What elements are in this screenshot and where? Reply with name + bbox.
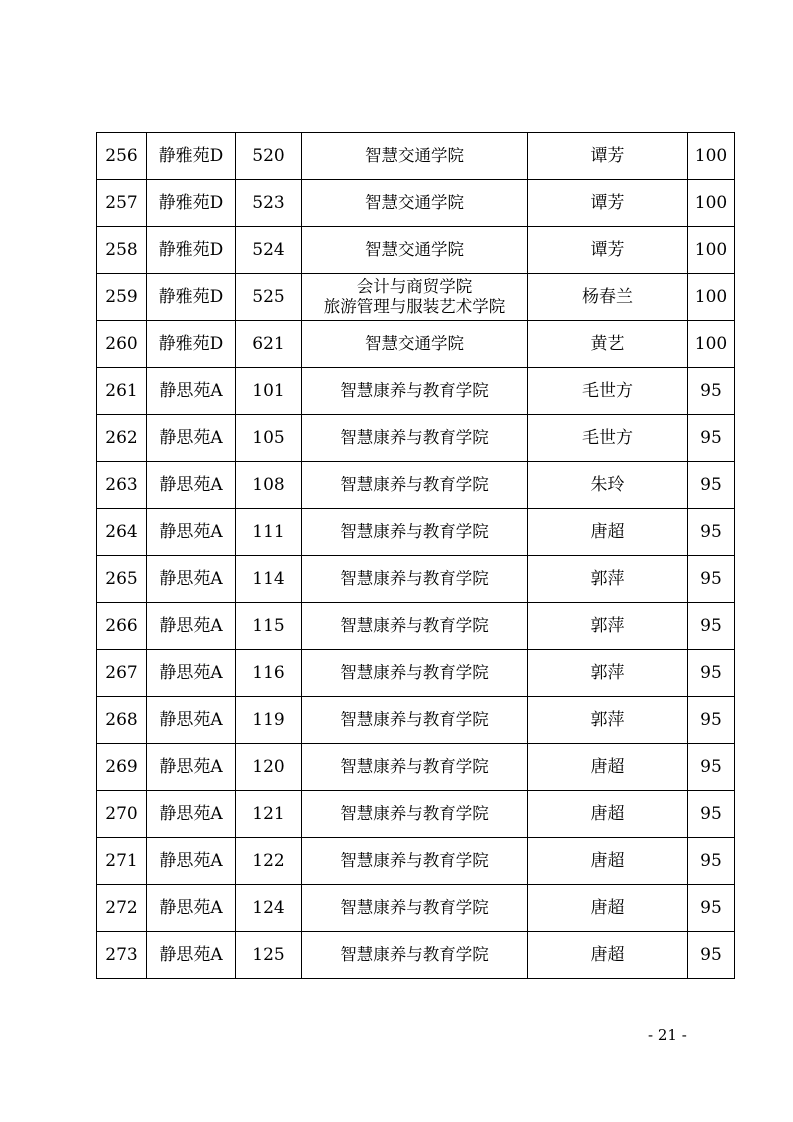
- table-body: [97, 133, 735, 979]
- row-number-cell: 263: [97, 462, 147, 509]
- score-cell: 95: [688, 462, 735, 509]
- table-row: [97, 133, 735, 180]
- score-cell: 95: [688, 791, 735, 838]
- college-cell: [302, 744, 528, 791]
- table-row: [97, 556, 735, 603]
- row-number-cell: 265: [97, 556, 147, 603]
- row-number-cell: 273: [97, 932, 147, 979]
- room-number-cell: 121: [236, 791, 302, 838]
- responsible-person-cell: 唐超: [528, 838, 688, 885]
- score-cell: 95: [688, 368, 735, 415]
- score-cell: 95: [688, 885, 735, 932]
- table-row: [97, 415, 735, 462]
- room-number-cell: 108: [236, 462, 302, 509]
- college-cell: [302, 462, 528, 509]
- college-name: 智慧康养与教育学院: [340, 616, 489, 635]
- responsible-person-cell: 唐超: [528, 791, 688, 838]
- page-number: - 21 -: [648, 1026, 687, 1044]
- college-name: 智慧康养与教育学院: [340, 710, 489, 729]
- score-cell: 95: [688, 744, 735, 791]
- room-number-cell: 119: [236, 697, 302, 744]
- building-cell: 静思苑A: [147, 744, 236, 791]
- room-number-cell: 111: [236, 509, 302, 556]
- responsible-person-cell: 谭芳: [528, 180, 688, 227]
- college-cell: [302, 133, 528, 180]
- building-cell: 静思苑A: [147, 885, 236, 932]
- responsible-person-cell: 谭芳: [528, 227, 688, 274]
- score-cell: 100: [688, 274, 735, 321]
- college-cell: [302, 838, 528, 885]
- room-number-cell: 114: [236, 556, 302, 603]
- building-cell: 静雅苑D: [147, 180, 236, 227]
- college-cell: [302, 650, 528, 697]
- room-number-cell: 101: [236, 368, 302, 415]
- college-name: 智慧康养与教育学院: [340, 851, 489, 870]
- table-row: [97, 368, 735, 415]
- building-cell: 静雅苑D: [147, 274, 236, 321]
- building-cell: 静思苑A: [147, 697, 236, 744]
- college-cell: [302, 603, 528, 650]
- college-cell: [302, 321, 528, 368]
- college-name: 智慧康养与教育学院: [340, 757, 489, 776]
- score-cell: 95: [688, 838, 735, 885]
- room-number-cell: 116: [236, 650, 302, 697]
- row-number-cell: 262: [97, 415, 147, 462]
- building-cell: 静雅苑D: [147, 227, 236, 274]
- score-cell: 95: [688, 509, 735, 556]
- table-row: [97, 791, 735, 838]
- room-number-cell: 525: [236, 274, 302, 321]
- table-row: [97, 274, 735, 321]
- college-cell: [302, 509, 528, 556]
- table-row: [97, 509, 735, 556]
- row-number-cell: 266: [97, 603, 147, 650]
- responsible-person-cell: 朱玲: [528, 462, 688, 509]
- college-name: 智慧康养与教育学院: [340, 663, 489, 682]
- responsible-person-cell: 黄艺: [528, 321, 688, 368]
- responsible-person-cell: 毛世方: [528, 415, 688, 462]
- room-number-cell: 120: [236, 744, 302, 791]
- responsible-person-cell: 唐超: [528, 932, 688, 979]
- score-cell: 95: [688, 556, 735, 603]
- score-cell: 100: [688, 133, 735, 180]
- building-cell: 静思苑A: [147, 932, 236, 979]
- building-cell: 静思苑A: [147, 791, 236, 838]
- building-cell: 静雅苑D: [147, 321, 236, 368]
- responsible-person-cell: 郭萍: [528, 650, 688, 697]
- college-cell: [302, 180, 528, 227]
- row-number-cell: 264: [97, 509, 147, 556]
- responsible-person-cell: 谭芳: [528, 133, 688, 180]
- row-number-cell: 269: [97, 744, 147, 791]
- room-number-cell: 125: [236, 932, 302, 979]
- building-cell: 静思苑A: [147, 415, 236, 462]
- college-name: 智慧康养与教育学院: [340, 381, 489, 400]
- room-number-cell: 105: [236, 415, 302, 462]
- college-name: 智慧康养与教育学院: [340, 945, 489, 964]
- college-cell: [302, 415, 528, 462]
- table-row: [97, 462, 735, 509]
- row-number-cell: 260: [97, 321, 147, 368]
- score-cell: 95: [688, 697, 735, 744]
- table-row: [97, 932, 735, 979]
- row-number-cell: 258: [97, 227, 147, 274]
- responsible-person-cell: 唐超: [528, 744, 688, 791]
- building-cell: 静思苑A: [147, 462, 236, 509]
- college-cell: [302, 932, 528, 979]
- score-cell: 95: [688, 603, 735, 650]
- dormitory-score-table: [96, 132, 735, 979]
- college-name: 智慧交通学院: [365, 334, 464, 353]
- table-row: [97, 885, 735, 932]
- college-name: 智慧康养与教育学院: [340, 475, 489, 494]
- college-name: 智慧康养与教育学院: [340, 804, 489, 823]
- college-cell: [302, 791, 528, 838]
- table-row: [97, 321, 735, 368]
- row-number-cell: 261: [97, 368, 147, 415]
- row-number-cell: 259: [97, 274, 147, 321]
- responsible-person-cell: 郭萍: [528, 556, 688, 603]
- building-cell: 静思苑A: [147, 603, 236, 650]
- building-cell: 静思苑A: [147, 650, 236, 697]
- building-cell: 静思苑A: [147, 556, 236, 603]
- responsible-person-cell: 唐超: [528, 885, 688, 932]
- college-name: 智慧康养与教育学院: [340, 898, 489, 917]
- table-row: [97, 697, 735, 744]
- row-number-cell: 272: [97, 885, 147, 932]
- college-name: 智慧交通学院: [365, 146, 464, 165]
- table-row: [97, 603, 735, 650]
- college-cell: [302, 274, 528, 321]
- college-name: 智慧交通学院: [365, 240, 464, 259]
- score-cell: 95: [688, 650, 735, 697]
- table-row: [97, 650, 735, 697]
- building-cell: 静思苑A: [147, 509, 236, 556]
- college-name: 智慧康养与教育学院: [340, 522, 489, 541]
- score-cell: 100: [688, 321, 735, 368]
- table-row: [97, 744, 735, 791]
- college-name: 智慧交通学院: [365, 193, 464, 212]
- table-row: [97, 180, 735, 227]
- responsible-person-cell: 杨春兰: [528, 274, 688, 321]
- college-name: 智慧康养与教育学院: [340, 569, 489, 588]
- responsible-person-cell: 毛世方: [528, 368, 688, 415]
- row-number-cell: 256: [97, 133, 147, 180]
- college-name: 智慧康养与教育学院: [340, 428, 489, 447]
- table-row: [97, 838, 735, 885]
- score-cell: 100: [688, 227, 735, 274]
- row-number-cell: 271: [97, 838, 147, 885]
- college-cell: [302, 368, 528, 415]
- room-number-cell: 520: [236, 133, 302, 180]
- room-number-cell: 124: [236, 885, 302, 932]
- score-cell: 100: [688, 180, 735, 227]
- row-number-cell: 267: [97, 650, 147, 697]
- building-cell: 静雅苑D: [147, 133, 236, 180]
- room-number-cell: 122: [236, 838, 302, 885]
- score-cell: 95: [688, 415, 735, 462]
- college-cell: [302, 556, 528, 603]
- table-row: [97, 227, 735, 274]
- room-number-cell: 523: [236, 180, 302, 227]
- score-cell: 95: [688, 932, 735, 979]
- room-number-cell: 621: [236, 321, 302, 368]
- college-cell: [302, 697, 528, 744]
- college-name: 会计与商贸学院: [356, 277, 473, 296]
- building-cell: 静思苑A: [147, 368, 236, 415]
- row-number-cell: 268: [97, 697, 147, 744]
- responsible-person-cell: 唐超: [528, 509, 688, 556]
- college-cell: [302, 227, 528, 274]
- room-number-cell: 524: [236, 227, 302, 274]
- building-cell: 静思苑A: [147, 838, 236, 885]
- row-number-cell: 270: [97, 791, 147, 838]
- responsible-person-cell: 郭萍: [528, 697, 688, 744]
- college-name: 旅游管理与服装艺术学院: [323, 297, 506, 316]
- college-cell: [302, 885, 528, 932]
- responsible-person-cell: 郭萍: [528, 603, 688, 650]
- room-number-cell: 115: [236, 603, 302, 650]
- row-number-cell: 257: [97, 180, 147, 227]
